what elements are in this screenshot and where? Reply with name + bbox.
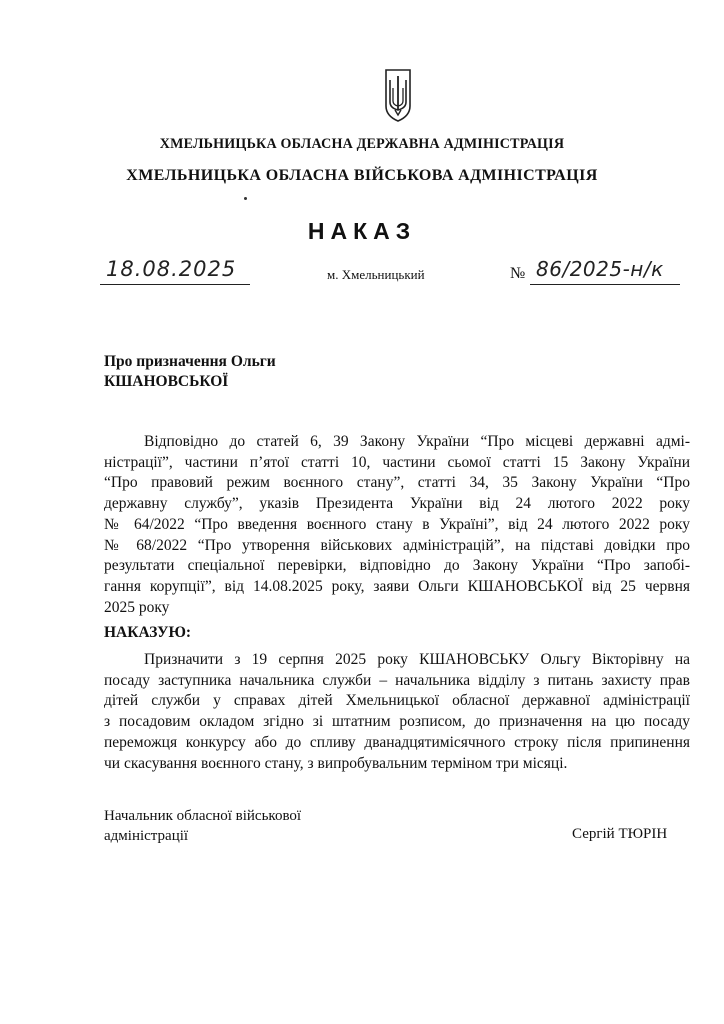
number-sign: № <box>510 265 526 282</box>
subject-line: Про призначення Ольги <box>104 353 276 370</box>
basis-line: № 68/2022 “Про утворення військових адміністрацій”, на підставі довідки про <box>104 536 690 554</box>
document-title: НАКАЗ <box>307 218 417 244</box>
handwritten-number: 86/2025-н/к <box>536 257 664 281</box>
order-paragraph <box>104 650 690 774</box>
handwritten-date: 18.08.2025 <box>106 257 237 281</box>
signatory-position <box>104 806 301 846</box>
org-military-admin-heading: ХМЕЛЬНИЦЬКА ОБЛАСНА ВІЙСЬКОВА АДМІНІСТРАЦІЯ <box>126 167 598 184</box>
position-line: Начальник обласної військової <box>104 808 302 824</box>
date-underline <box>100 284 250 285</box>
order-line: чи скасування воєнного стану, з випробувальним терміном три місяці. <box>104 754 568 772</box>
basis-line: гання корупції”, від 14.08.2025 року, заяви Ольги КШАНОВСЬКОЇ від 25 червня <box>104 577 690 595</box>
legal-basis-paragraph <box>104 432 690 618</box>
number-underline <box>530 284 680 285</box>
order-line: Призначити з 19 серпня 2025 року КШАНОВСЬКУ Ольгу Вікторівну на <box>144 651 690 668</box>
order-heading: НАКАЗУЮ: <box>104 624 192 641</box>
signatory-name: Сергій ТЮРІН <box>572 826 668 842</box>
basis-line: ністрації”, частини п’ятої статті 10, частини сьомої статті 15 Закону України <box>104 453 690 471</box>
basis-line: 2025 року <box>104 598 170 616</box>
basis-line: результати спеціальної перевірки, відповідно до Закону України “Про запобі- <box>104 557 690 575</box>
basis-line: державну службу”, указів Президента України від 24 лютого 2022 року <box>104 495 690 513</box>
basis-line: № 64/2022 “Про введення воєнного стану в Україні”, від 24 лютого 2022 року <box>104 515 690 533</box>
order-line: переможця конкурсу або до спливу дванадцятимісячного строку після припинення <box>104 733 690 751</box>
org-state-admin-heading: ХМЕЛЬНИЦЬКА ОБЛАСНА ДЕРЖАВНА АДМІНІСТРАЦІЯ <box>159 136 565 152</box>
city-label: м. Хмельницький <box>327 267 425 282</box>
trident-coat-of-arms-icon <box>382 68 414 122</box>
order-line: посаду заступника начальника служби – начальника відділу з питань захисту прав <box>104 671 690 689</box>
basis-line: Відповідно до статей 6, 39 Закону України “Про місцеві державні адмі- <box>144 433 690 450</box>
position-line: адміністрації <box>104 828 189 844</box>
order-line: з посадовим окладом згідно зі штатним розписом, до призначення на цю посаду <box>104 713 690 731</box>
scan-speck <box>244 197 247 200</box>
order-subject <box>104 352 364 392</box>
subject-line: КШАНОВСЬКОЇ <box>104 373 229 390</box>
basis-line: “Про правовий режим воєнного стану”, статті 34, 35 Закону України “Про <box>104 474 690 492</box>
order-line: дітей служби у справах дітей Хмельницької обласної державної адміністрації <box>104 692 690 710</box>
